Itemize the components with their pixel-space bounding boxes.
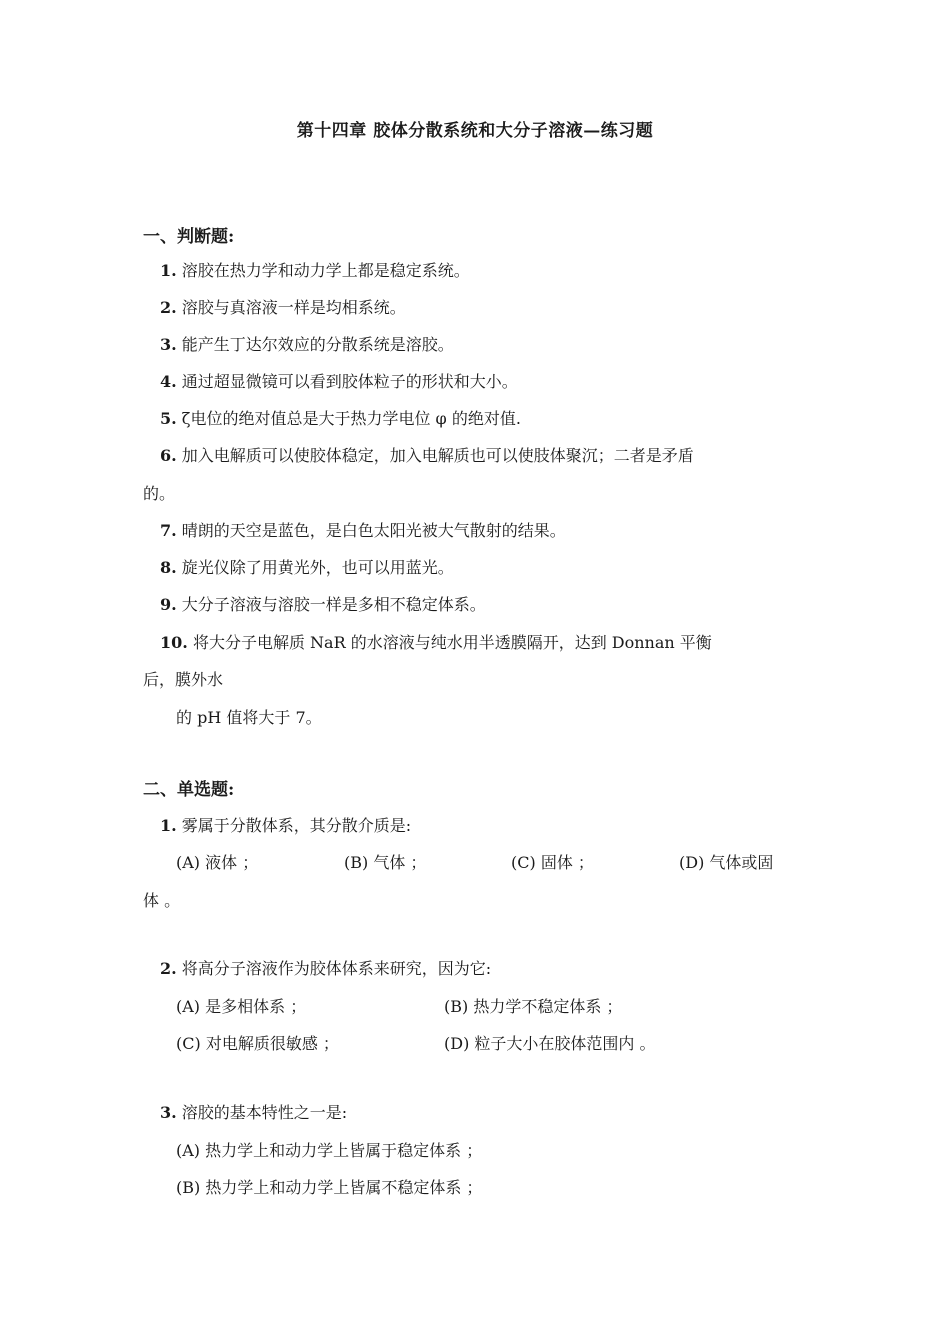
question	[160, 813, 411, 836]
item-continuation: 的 pH 值将大于 7。	[176, 708, 322, 727]
item-text: 晴朗的天空是蓝色，是白色太阳光被大气散射的结果。	[181, 521, 566, 540]
option-a: (A) 液体 ；	[176, 853, 259, 872]
item-text: ζ电位的绝对值总是大于热力学电位 φ 的绝对值.	[181, 409, 521, 428]
item-number: 5.	[160, 409, 177, 428]
list-item	[160, 295, 406, 318]
list-item	[160, 369, 518, 392]
option-b: (B) 热力学不稳定体系 ；	[444, 997, 623, 1016]
item-continuation: 后，膜外水	[143, 670, 224, 689]
item-text: 溶胶在热力学和动力学上都是稳定系统。	[181, 261, 470, 280]
list-item	[160, 258, 470, 281]
item-text: 大分子溶液与溶胶一样是多相不稳定体系。	[181, 595, 486, 614]
option-continuation: 体 。	[143, 891, 181, 910]
item-continuation: 的。	[143, 484, 176, 503]
question-number: 3.	[160, 1103, 177, 1122]
item-text: 旋光仪除了用黄光外，也可以用蓝光。	[181, 558, 454, 577]
page-title: 第十四章 胶体分散系统和大分子溶液—练习题	[296, 121, 654, 141]
item-number: 2.	[160, 298, 177, 317]
item-number: 10.	[160, 633, 188, 652]
question-text: 将高分子溶液作为胶体体系来研究，因为它:	[181, 959, 492, 978]
item-text: 溶胶与真溶液一样是均相系统。	[181, 298, 406, 317]
option-b: (B) 热力学上和动力学上皆属不稳定体系 ；	[176, 1178, 483, 1197]
item-text: 加入电解质可以使胶体稳定，加入电解质也可以使肢体聚沉；二者是矛盾	[181, 446, 694, 465]
item-text: 通过超显微镜可以看到胶体粒子的形状和大小。	[181, 372, 518, 391]
question-text: 雾属于分散体系，其分散介质是:	[181, 816, 412, 835]
option-c: (C) 固体 ；	[511, 853, 594, 872]
section-heading-judgement: 一、判断题:	[143, 227, 235, 247]
item-number: 8.	[160, 558, 177, 577]
question	[160, 1100, 347, 1123]
list-item	[160, 555, 454, 578]
item-text: 能产生丁达尔效应的分散系统是溶胶。	[181, 335, 454, 354]
item-number: 6.	[160, 446, 177, 465]
option-d: (D) 气体或固	[679, 853, 774, 872]
list-item	[160, 443, 694, 466]
item-number: 4.	[160, 372, 177, 391]
option-a: (A) 是多相体系 ；	[176, 997, 307, 1016]
section-heading-single-choice: 二、单选题:	[143, 780, 235, 800]
question	[160, 956, 491, 979]
list-item	[160, 592, 486, 615]
option-a: (A) 热力学上和动力学上皆属于稳定体系 ；	[176, 1141, 483, 1160]
question-text: 溶胶的基本特性之一是:	[181, 1103, 348, 1122]
item-number: 7.	[160, 521, 177, 540]
item-number: 9.	[160, 595, 177, 614]
list-item	[160, 518, 566, 541]
item-text: 将大分子电解质 NaR 的水溶液与纯水用半透膜隔开，达到 Donnan 平衡	[192, 633, 712, 652]
list-item	[160, 332, 454, 355]
option-c: (C) 对电解质很敏感 ；	[176, 1034, 339, 1053]
item-number: 1.	[160, 261, 177, 280]
item-number: 3.	[160, 335, 177, 354]
option-b: (B) 气体 ；	[344, 853, 427, 872]
option-d: (D) 粒子大小在胶体范围内 。	[444, 1034, 656, 1053]
question-number: 2.	[160, 959, 177, 978]
list-item	[160, 406, 521, 429]
question-number: 1.	[160, 816, 177, 835]
list-item	[160, 630, 712, 653]
